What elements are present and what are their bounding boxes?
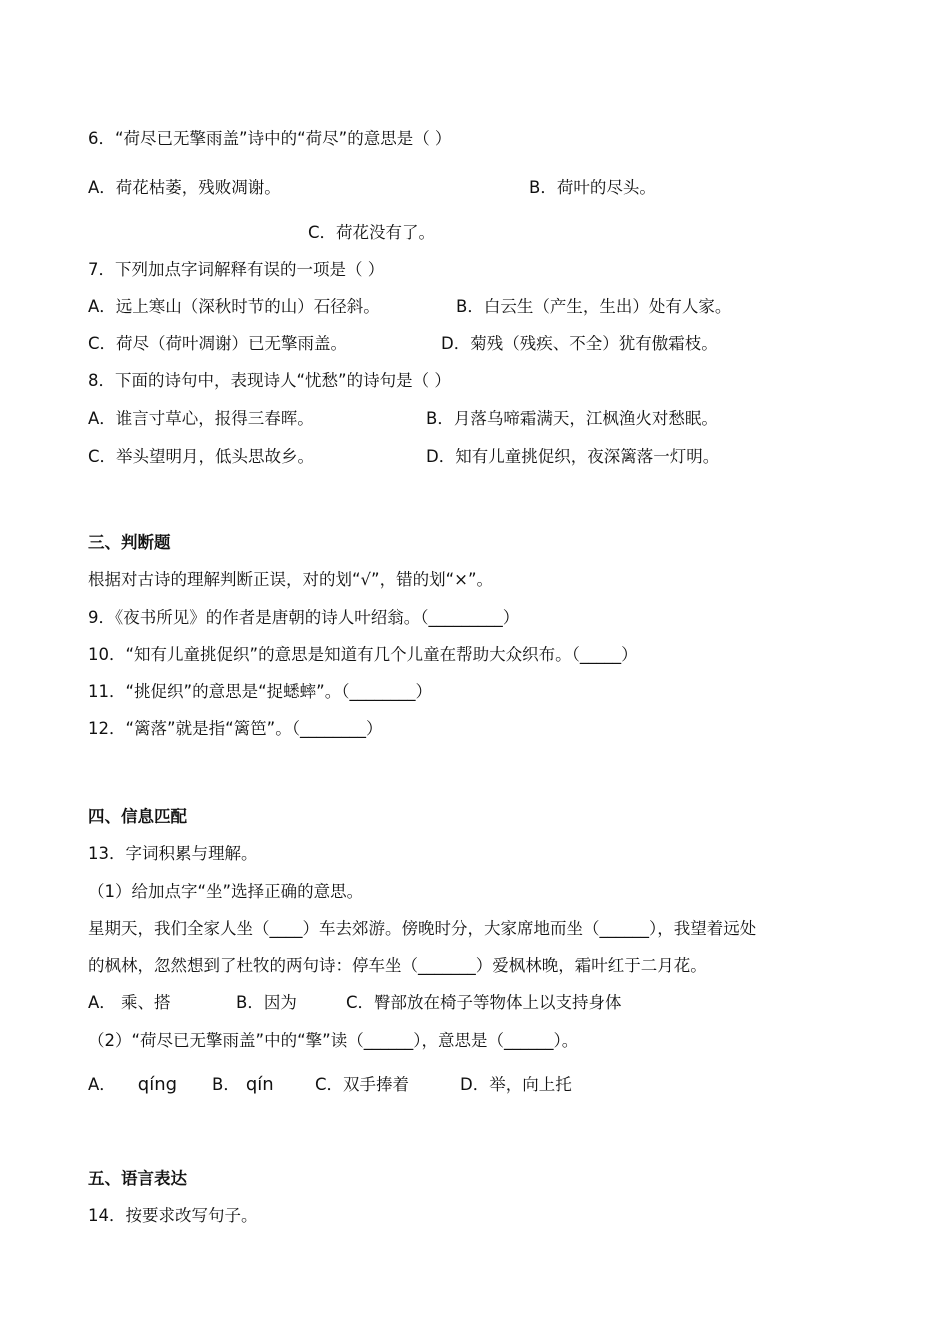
- q13-part1-prompt: （1）给加点字“坐”选择正确的意思。: [88, 882, 364, 901]
- q13-part1-option-c[interactable]: C．臀部放在椅子等物体上以支持身体: [346, 993, 622, 1012]
- q6-option-a[interactable]: A．荷花枯萎，残败凋谢。: [88, 178, 281, 197]
- q8-stem: 8．下面的诗句中，表现诗人“忧愁”的诗句是（ ）: [88, 371, 451, 390]
- q13-part2-option-b[interactable]: [212, 1074, 274, 1096]
- q8-option-b[interactable]: B．月落乌啼霜满天，江枫渔火对愁眠。: [426, 409, 718, 428]
- q6-stem: 6．“荷尽已无擎雨盖”诗中的“荷尽”的意思是（ ）: [88, 129, 452, 148]
- q13-part2-option-a[interactable]: [88, 1074, 177, 1096]
- q13-passage-line1[interactable]: 星期天，我们全家人坐（____）车去郊游。傍晚时分，大家席地而坐（______），我望着远处: [88, 919, 757, 938]
- section3-intro: 根据对古诗的理解判断正误，对的划“√”，错的划“×”。: [88, 570, 494, 589]
- section5-title: 五、语言表达: [88, 1169, 187, 1188]
- q6-option-b[interactable]: B．荷叶的尽头。: [529, 178, 656, 197]
- q9[interactable]: 9．《夜书所见》的作者是唐朝的诗人叶绍翁。（_________）: [88, 608, 520, 627]
- option-a-label: A．: [88, 1075, 116, 1094]
- q7-stem: 7．下列加点字词解释有误的一项是（ ）: [88, 260, 385, 279]
- q14-stem: 14．按要求改写句子。: [88, 1206, 258, 1225]
- q8-option-a[interactable]: A．谁言寸草心，报得三春晖。: [88, 409, 314, 428]
- option-b-pinyin: qín: [245, 1074, 274, 1095]
- q13-part1-option-a[interactable]: A． 乘、搭: [88, 993, 171, 1012]
- q7-option-b[interactable]: B．白云生（产生，生出）处有人家。: [456, 297, 732, 316]
- option-a-pinyin: qíng: [137, 1074, 178, 1095]
- q12[interactable]: 12．“篱落”就是指“篱笆”。（________）: [88, 719, 383, 738]
- q7-option-a[interactable]: A．远上寒山（深秋时节的山）石径斜。: [88, 297, 380, 316]
- q13-part2-prompt[interactable]: （2）“荷尽已无擎雨盖”中的“擎”读（______），意思是（______）。: [88, 1031, 579, 1050]
- q7-option-d[interactable]: D．菊残（残疾、不全）犹有傲霜枝。: [441, 334, 718, 353]
- section4-title: 四、信息匹配: [88, 807, 187, 826]
- q11[interactable]: 11．“挑促织”的意思是“捉蟋蟀”。（________）: [88, 682, 432, 701]
- q13-part2-option-c[interactable]: C．双手捧着: [315, 1075, 410, 1094]
- section3-title: 三、判断题: [88, 533, 171, 552]
- q13-stem: 13．字词积累与理解。: [88, 844, 258, 863]
- q7-option-c[interactable]: C．荷尽（荷叶凋谢）已无擎雨盖。: [88, 334, 348, 353]
- q13-part2-option-d[interactable]: D．举，向上托: [460, 1075, 572, 1094]
- q13-part1-option-b[interactable]: B．因为: [236, 993, 297, 1012]
- q8-option-c[interactable]: C．举头望明月，低头思故乡。: [88, 447, 315, 466]
- q13-passage-line2[interactable]: 的枫林，忽然想到了杜牧的两句诗：停车坐（_______）爱枫林晚，霜叶红于二月花。: [88, 956, 707, 975]
- q6-option-c[interactable]: C．荷花没有了。: [308, 223, 436, 242]
- q8-option-d[interactable]: D．知有儿童挑促织，夜深篱落一灯明。: [426, 447, 720, 466]
- q10[interactable]: 10．“知有儿童挑促织”的意思是知道有几个儿童在帮助大众织布。（_____）: [88, 645, 638, 664]
- option-b-label: B．: [212, 1075, 240, 1094]
